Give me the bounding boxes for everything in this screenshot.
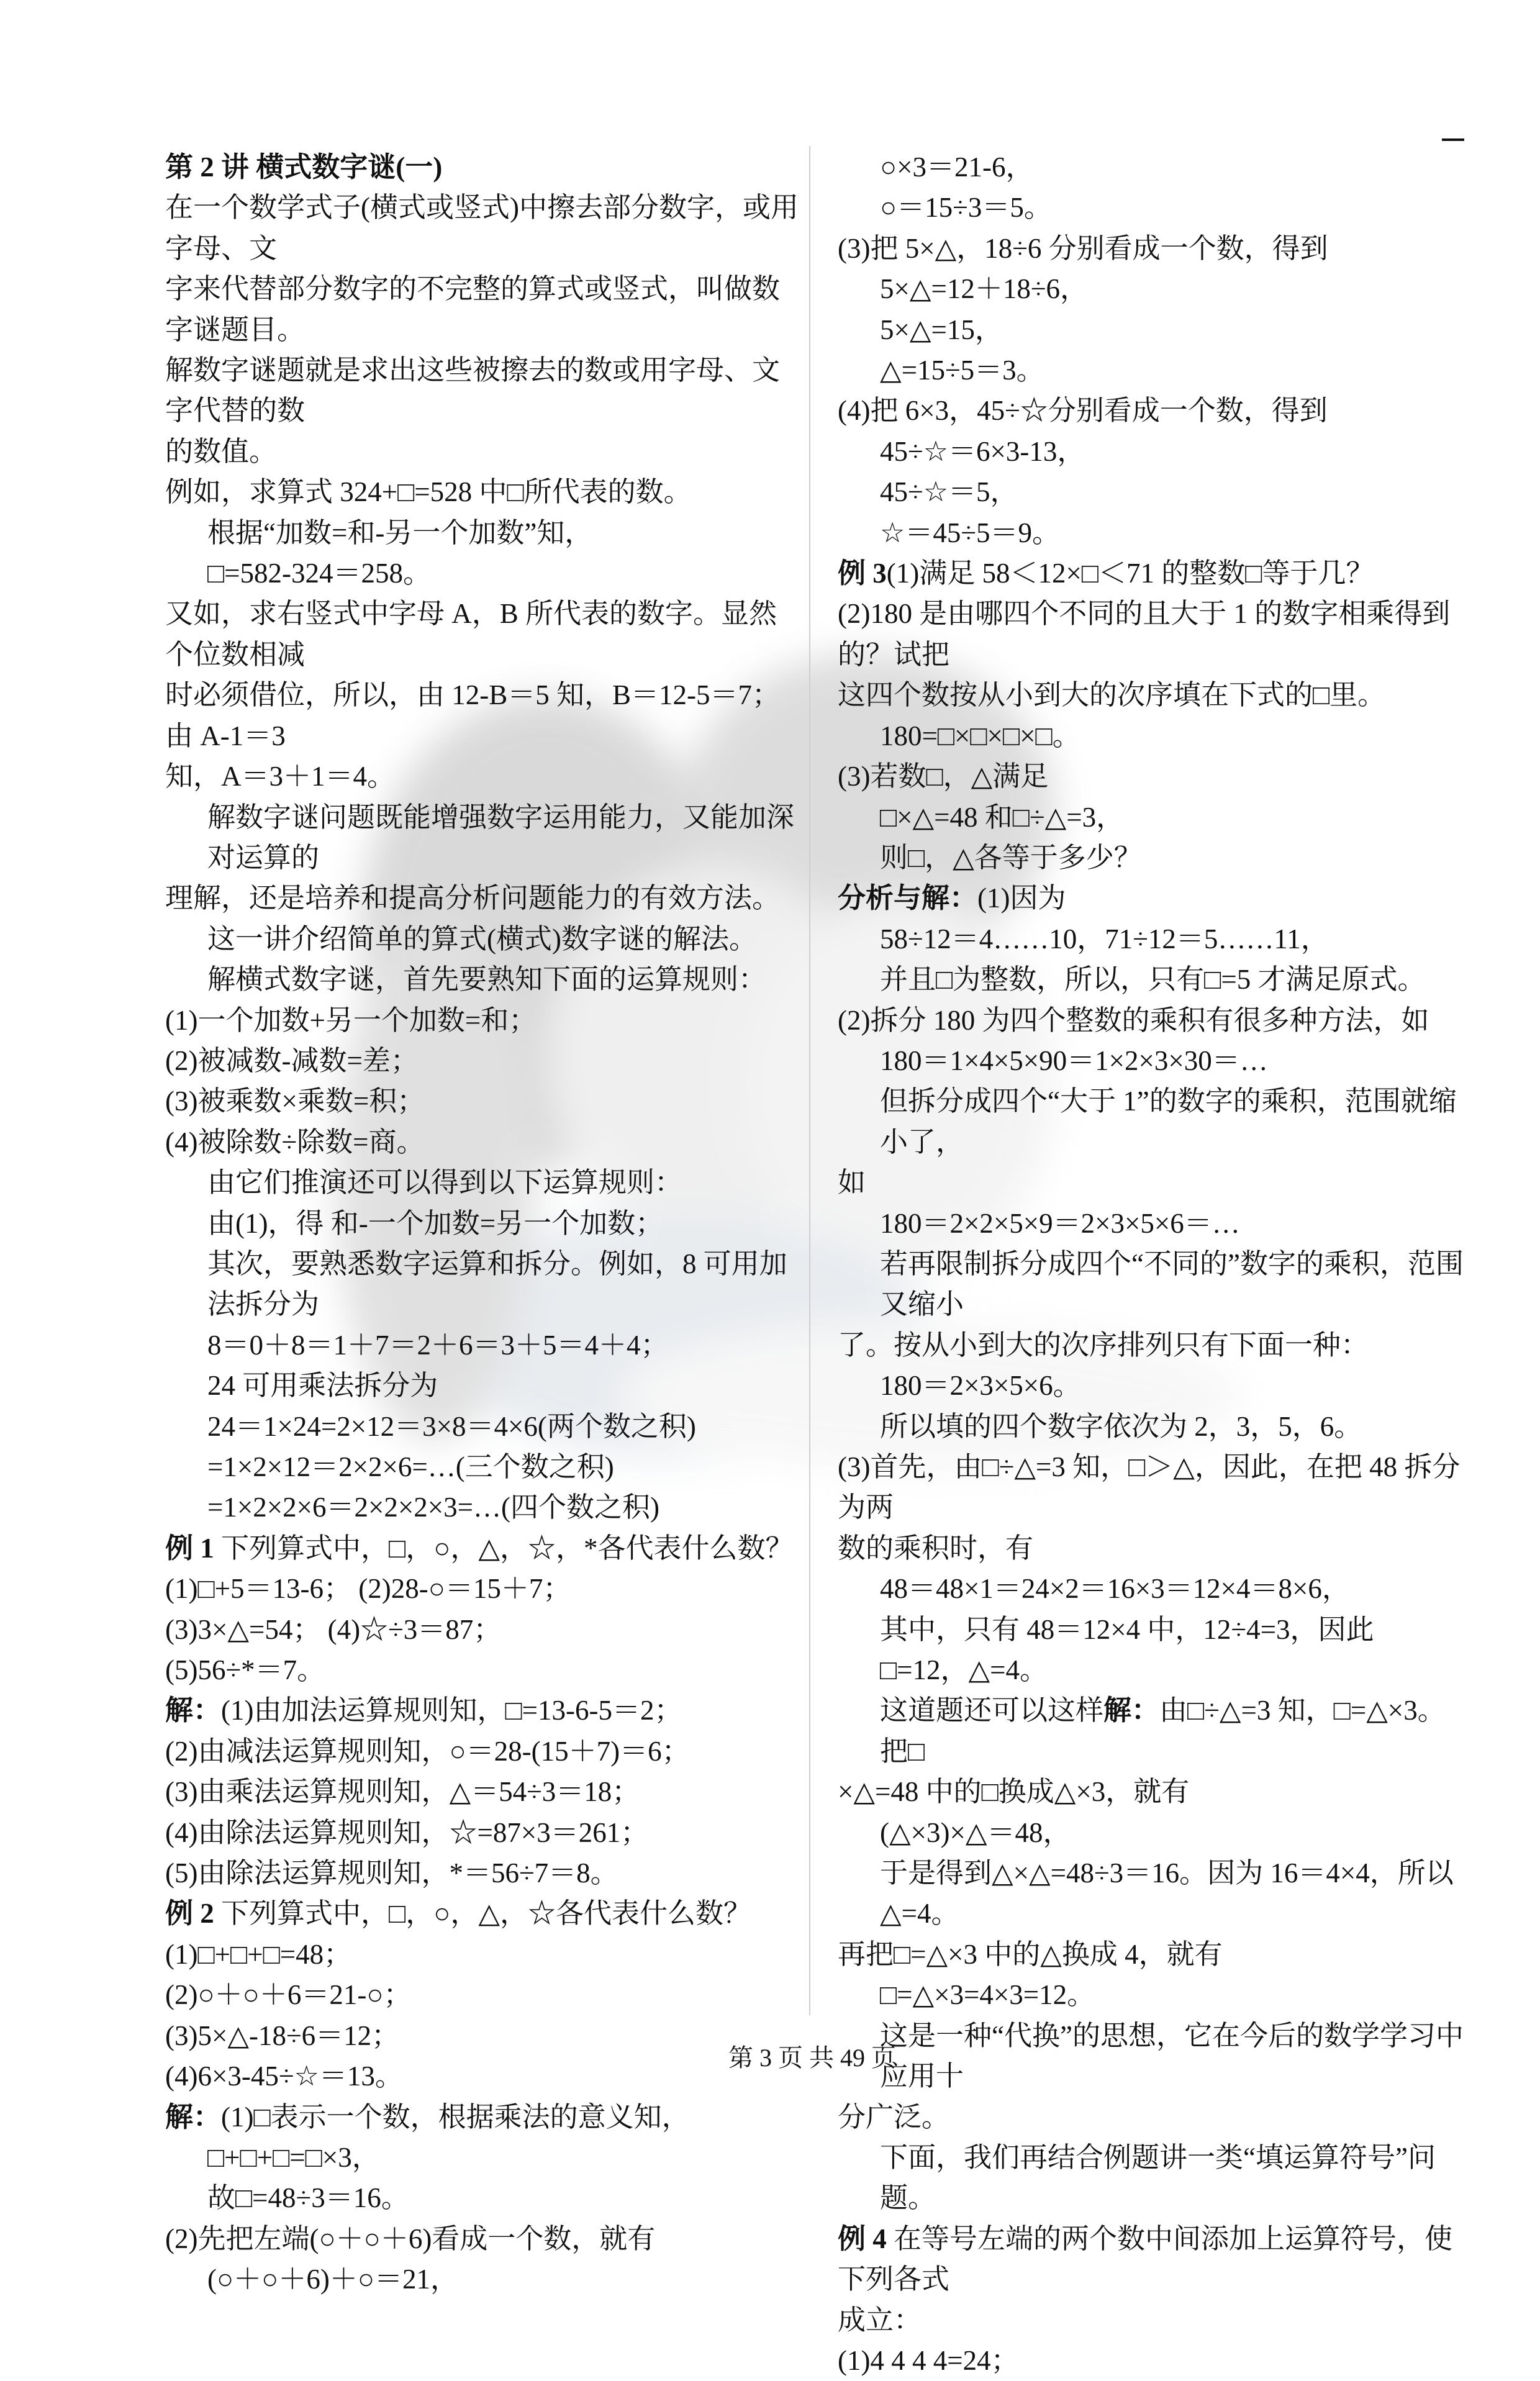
bold-label: 例 1 — [165, 1532, 214, 1564]
text-line — [838, 513, 1471, 553]
text-line — [838, 310, 1471, 350]
line-text: (3)5×△-18÷6＝12； — [165, 2020, 400, 2051]
line-text: 则□，△各等于多少？ — [880, 841, 1142, 873]
line-text: (5)56÷*＝7。 — [165, 1654, 325, 1686]
text-line — [165, 1975, 799, 2015]
line-text: 解横式数字谜，首先要熟知下面的运算规则： — [207, 964, 767, 995]
text-line — [165, 188, 799, 269]
line-text: 由□÷△=3 知，□=△×3。把□ — [880, 1695, 1446, 1767]
line-text: 下列算式中，□，○，△，☆各代表什么数？ — [214, 1898, 751, 1930]
line-text: 解数字谜题就是求出这些被擦去的数或用字母、文字代替的数 — [165, 355, 781, 427]
bold-label: 解： — [165, 1695, 222, 1726]
text-line — [165, 1772, 799, 1812]
line-text: 48＝48×1＝24×2＝16×3＝12×4＝8×6， — [880, 1573, 1350, 1605]
line-text: (1)一个加数+另一个加数=和； — [165, 1004, 537, 1036]
line-text: (1)□+□+□=48； — [165, 1938, 352, 1970]
line-text: 这是一种“代换”的思想，它在今后的数学学习中应用十 — [880, 2020, 1464, 2092]
line-text: 由(1)，得 和-一个加数=另一个加数； — [207, 1207, 664, 1239]
line-text: 下面，我们再结合例题讲一类“填运算符号”问题。 — [880, 2141, 1436, 2214]
line-text: □=582-324＝258。 — [207, 558, 432, 589]
text-line — [838, 432, 1471, 472]
line-text: (3)被乘数×乘数=积； — [165, 1086, 425, 1117]
text-line — [838, 1000, 1471, 1041]
line-text: 例如，求算式 324+□=528 中□所代表的数。 — [165, 476, 692, 508]
text-line — [838, 1934, 1471, 1975]
text-line — [165, 2138, 799, 2178]
line-text: (3)由乘法运算规则知，△＝54÷3＝18； — [165, 1776, 640, 1808]
text-line — [165, 1893, 799, 1934]
line-text: (2)先把左端(○＋○＋6)看成一个数，就有 — [165, 2223, 656, 2254]
line-text: (1)□表示一个数，根据乘法的意义知， — [221, 2101, 690, 2133]
line-text: (2)由减法运算规则知，○＝28-(15＋7)＝6； — [165, 1735, 690, 1767]
line-text: (△×3)×△＝48， — [880, 1816, 1071, 1848]
text-line — [838, 1204, 1471, 1244]
line-text: 故□=48÷3＝16。 — [207, 2182, 409, 2214]
text-line — [165, 1122, 799, 1163]
bold-label: 分析与解： — [838, 882, 978, 914]
line-text: (1)4 4 4 4=24； — [838, 2344, 1019, 2376]
text-line — [838, 2341, 1471, 2381]
line-text: □+□+□=□×3， — [207, 2141, 380, 2173]
line-text: 下列算式中，□，○，△，☆，*各代表什么数？ — [214, 1532, 794, 1564]
line-text: (1)满足 58＜12×□＜71 的整数□等于几？ — [886, 558, 1374, 589]
text-line — [165, 1163, 799, 1203]
line-text: (2)○＋○＋6＝21-○； — [165, 1979, 412, 2011]
text-line — [838, 2219, 1471, 2300]
text-line — [838, 2300, 1471, 2341]
text-line — [838, 1975, 1471, 2015]
text-line — [838, 188, 1471, 228]
text-line — [165, 1528, 799, 1569]
line-text-prefix: 这道题还可以这样 — [880, 1695, 1104, 1726]
text-line — [838, 1407, 1471, 1447]
text-line — [165, 2219, 799, 2259]
text-line — [838, 838, 1471, 878]
text-line — [165, 513, 799, 553]
text-line — [165, 432, 799, 472]
line-text: □=△×3=4×3=12。 — [880, 1979, 1095, 2011]
line-text: 其次，要熟悉数字运算和拆分。例如，8 可用加法拆分为 — [207, 1248, 787, 1320]
text-line — [165, 1650, 799, 1690]
text-line — [165, 350, 799, 432]
line-text: 5×△=15， — [880, 314, 1003, 345]
line-text: (2)拆分 180 为四个整数的乘积有很多种方法，如 — [838, 1004, 1429, 1036]
text-line — [838, 1853, 1471, 1934]
text-line — [838, 1447, 1471, 1528]
line-text: 分广泛。 — [838, 2101, 950, 2133]
text-line — [165, 959, 799, 1000]
text-line — [838, 229, 1471, 269]
line-text: 又如，求右竖式中字母 A，B 所代表的数字。显然个位数相减 — [165, 598, 777, 670]
line-text: 在一个数学式子(横式或竖式)中擦去部分数字，或用字母、文 — [165, 192, 799, 264]
text-line — [838, 756, 1471, 797]
line-text: 如 — [838, 1167, 866, 1199]
line-text: 这一讲介绍简单的算式(横式)数字谜的解法。 — [207, 923, 757, 955]
line-text: 字来代替部分数字的不完整的算式或竖式，叫做数字谜题目。 — [165, 273, 781, 345]
line-text: 时必须借位，所以，由 12-B＝5 知，B＝12-5＝7；由 A-1＝3 — [165, 679, 781, 751]
text-line — [165, 147, 799, 188]
line-text: 180＝2×2×5×9＝2×3×5×6＝… — [880, 1207, 1240, 1239]
text-line — [165, 1731, 799, 1772]
text-line — [838, 797, 1471, 838]
line-text: 了。按从小到大的次序排列只有下面一种： — [838, 1329, 1369, 1361]
line-text: 180＝2×3×5×6。 — [880, 1370, 1081, 1402]
line-text: (2)180 是由哪四个不同的且大于 1 的数字相乘得到的？试把 — [838, 598, 1451, 670]
text-line — [838, 1813, 1471, 1853]
text-line — [165, 594, 799, 675]
text-line — [165, 269, 799, 350]
text-line — [838, 350, 1471, 391]
line-text: 5×△=12＋18÷6， — [880, 273, 1089, 305]
line-text: 由它们推演还可以得到以下运算规则： — [207, 1167, 683, 1199]
text-line — [838, 269, 1471, 309]
line-text: ○＝15÷3＝5。 — [880, 192, 1052, 224]
text-line — [165, 553, 799, 594]
text-line — [838, 2138, 1471, 2219]
text-line — [165, 1000, 799, 1041]
text-line — [165, 1813, 799, 1853]
text-line — [838, 594, 1471, 675]
line-text: ×△=48 中的□换成△×3，就有 — [838, 1776, 1190, 1808]
bold-label: 解： — [165, 2101, 222, 2133]
bold-label: 例 4 — [838, 2223, 887, 2254]
text-line — [165, 472, 799, 512]
bold-label: 解： — [1103, 1695, 1160, 1726]
line-text: □×△=48 和□÷△=3， — [880, 801, 1125, 833]
text-line — [838, 553, 1471, 594]
line-text: 根据“加数=和-另一个加数”知， — [207, 517, 593, 548]
text-line — [838, 878, 1471, 918]
text-line — [165, 1447, 799, 1487]
bold-label: 例 3 — [838, 558, 887, 589]
line-text: (1)□+5＝13-6； (2)28-○＝15＋7； — [165, 1573, 571, 1605]
text-line — [838, 919, 1471, 959]
line-text: 24 可用乘法拆分为 — [207, 1370, 438, 1402]
line-text: 45÷☆＝5， — [880, 476, 1018, 508]
line-text: 180＝1×4×5×90＝1×2×3×30＝… — [880, 1045, 1268, 1076]
line-text: (3)3×△=54； (4)☆÷3＝87； — [165, 1613, 502, 1645]
text-line — [838, 391, 1471, 431]
text-line — [165, 2178, 799, 2218]
line-text: 知，A＝3＋1＝4。 — [165, 761, 395, 792]
line-text: 58÷12＝4……10，71÷12＝5……11， — [880, 923, 1329, 955]
left-column — [165, 147, 799, 2300]
line-text: =1×2×12＝2×2×6=…(三个数之积) — [207, 1451, 614, 1482]
text-line — [165, 675, 799, 756]
text-line — [838, 675, 1471, 715]
text-line — [165, 1487, 799, 1528]
text-line — [838, 472, 1471, 512]
text-line — [838, 1081, 1471, 1163]
line-text: (4)由除法运算规则知，☆=87×3＝261； — [165, 1816, 649, 1848]
line-text: 这四个数按从小到大的次序填在下式的□里。 — [838, 679, 1386, 711]
text-line — [165, 1244, 799, 1325]
text-line — [165, 2259, 799, 2300]
line-text: 所以填的四个数字依次为 2，3，5，6。 — [880, 1410, 1362, 1442]
line-text: 的数值。 — [165, 435, 278, 467]
line-text: (1)由加法运算规则知，□=13-6-5＝2； — [221, 1695, 682, 1726]
line-text: △=15÷5＝3。 — [880, 355, 1044, 386]
line-text: 180=□×□×□×□。 — [880, 720, 1080, 751]
line-text: (2)被减数-减数=差； — [165, 1045, 419, 1076]
text-line — [165, 1853, 799, 1893]
text-line — [165, 1325, 799, 1366]
text-line — [838, 716, 1471, 756]
text-line — [838, 1244, 1471, 1325]
line-text: (3)把 5×△，18÷6 分别看成一个数，得到 — [838, 232, 1328, 264]
text-line — [838, 1528, 1471, 1569]
line-text: 其中，只有 48＝12×4 中，12÷4=3，因此 — [880, 1613, 1374, 1645]
text-line — [165, 1934, 799, 1975]
text-line — [165, 878, 799, 918]
text-line — [165, 1366, 799, 1406]
line-text: 数的乘积时，有 — [838, 1532, 1034, 1564]
line-text: =1×2×2×6＝2×2×2×3=…(四个数之积) — [207, 1492, 659, 1523]
line-text: (4)6×3-45÷☆＝13。 — [165, 2061, 403, 2092]
line-text: 若再限制拆分成四个“不同的”数字的乘积，范围又缩小 — [880, 1248, 1464, 1320]
text-line — [165, 1690, 799, 1731]
line-text: 但拆分成四个“大于 1”的数字的乘积，范围就缩小了， — [880, 1086, 1457, 1158]
text-line — [838, 1610, 1471, 1650]
line-text: (5)由除法运算规则知，*＝56÷7＝8。 — [165, 1857, 618, 1889]
line-text: 成立： — [838, 2304, 922, 2336]
line-text: ○×3＝21-6， — [880, 152, 1034, 183]
line-text: 8＝0＋8＝1＋7＝2＋6＝3＋5＝4＋4； — [207, 1329, 669, 1361]
line-text: 于是得到△×△=48÷3＝16。因为 16＝4×4，所以△=4。 — [880, 1857, 1454, 1930]
text-line — [165, 1204, 799, 1244]
line-text: 24＝1×24=2×12＝3×8＝4×6(两个数之积) — [207, 1410, 696, 1442]
column-divider — [809, 146, 810, 2015]
text-line — [838, 1690, 1471, 1772]
text-line — [838, 147, 1471, 188]
line-text: (4)把 6×3，45÷☆分别看成一个数，得到 — [838, 395, 1328, 427]
line-text: (4)被除数÷除数=商。 — [165, 1126, 425, 1158]
page-number-footer: 第 3 页 共 49 页 — [728, 2044, 896, 2072]
bold-label: 例 2 — [165, 1898, 214, 1930]
text-line — [165, 919, 799, 959]
line-text: 理解，还是培养和提高分析问题能力的有效方法。 — [165, 882, 781, 914]
text-line — [165, 2097, 799, 2138]
line-text: (1)因为 — [977, 882, 1066, 914]
text-line — [165, 1041, 799, 1081]
text-line — [838, 1325, 1471, 1366]
line-text: ☆＝45÷5＝9。 — [880, 517, 1061, 548]
line-text: 解数字谜问题既能增强数字运用能力，又能加深对运算的 — [207, 801, 795, 873]
text-line — [838, 1041, 1471, 1081]
text-line — [165, 797, 799, 879]
text-line — [838, 1163, 1471, 1203]
line-text: □=12，△=4。 — [880, 1654, 1048, 1686]
text-line — [165, 1610, 799, 1650]
text-line — [165, 756, 799, 797]
text-line — [165, 1407, 799, 1447]
line-text: 45÷☆＝6×3-13， — [880, 435, 1085, 467]
line-text: (3)若数□，△满足 — [838, 761, 1049, 792]
text-line — [838, 1569, 1471, 1609]
text-line — [838, 1366, 1471, 1406]
text-line — [165, 1081, 799, 1122]
header-dash — [1442, 138, 1464, 141]
text-line — [838, 959, 1471, 1000]
line-text: 在等号左端的两个数中间添加上运算符号，使下列各式 — [838, 2223, 1453, 2295]
text-line — [838, 1650, 1471, 1690]
line-text: (○＋○＋6)＋○＝21， — [207, 2264, 459, 2295]
line-text: 再把□=△×3 中的△换成 4，就有 — [838, 1938, 1223, 1970]
line-text: 并且□为整数，所以，只有□=5 才满足原式。 — [880, 964, 1426, 995]
text-line — [838, 1772, 1471, 1812]
line-text: (3)首先，由□÷△=3 知，□＞△，因此，在把 48 拆分为两 — [838, 1451, 1461, 1523]
text-line — [165, 1569, 799, 1609]
text-line — [838, 2097, 1471, 2138]
bold-label: 第 2 讲 横式数字谜(一) — [165, 152, 443, 183]
